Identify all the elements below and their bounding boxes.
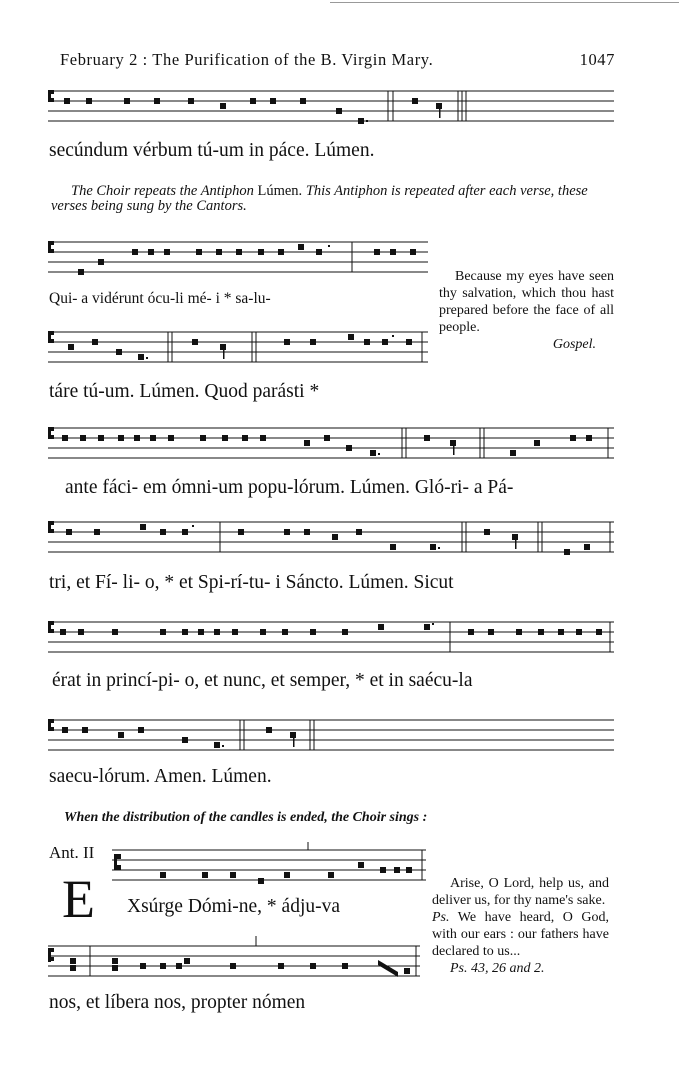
music-staff-7 <box>48 718 614 758</box>
side2-ref: Ps. 43, 26 and 2. <box>450 961 545 976</box>
music-staff-9 <box>48 944 420 984</box>
music-staff-5 <box>48 520 614 560</box>
header-date: February 2 : <box>60 50 148 69</box>
lyric-line-7: saecu-lórum. Amen. Lúmen. <box>49 766 272 787</box>
page-header <box>60 50 615 70</box>
music-staff-3 <box>48 330 428 370</box>
antiphon-label: Ant. II <box>49 843 95 862</box>
side2-ps-label: Ps. <box>432 910 450 925</box>
music-staff-8 <box>112 848 426 888</box>
lyric-line-8: Xsúrge Dómi-ne, * ádju-va <box>127 896 341 917</box>
staff-1-svg <box>48 89 614 129</box>
page-number: 1047 <box>579 50 615 69</box>
music-staff-6 <box>48 620 614 660</box>
translation-arise <box>432 875 609 977</box>
lyric-line-1: secúndum vérbum tú-um in páce. Lúmen. <box>49 140 375 161</box>
rubric1-b: Lúmen. <box>257 183 303 199</box>
lyric-line-2: Qui- a vidérunt ócu-li mé- i * sa-lu- <box>49 290 271 307</box>
music-staff-4 <box>48 426 614 466</box>
lyric-line-5: tri, et Fí- li- o, * et Spi-rí-tu- i Sáncto. Lúmen. Sicut <box>49 572 454 593</box>
rubric1-a: The Choir repeats the Antiphon <box>71 183 254 199</box>
side1-ref: Gospel. <box>552 337 596 352</box>
lyric-line-4: ante fáci- em ómni-um popu-lórum. Lúmen. Gló-ri- a Pá- <box>65 477 514 498</box>
translation-gospel <box>439 268 614 353</box>
lyric-line-9: nos, et líbera nos, propter nómen <box>49 992 306 1013</box>
header-title: The Purification of the B. Virgin Mary. <box>152 50 434 69</box>
side1-text: Because my eyes have seen thy salvation, which thou hast prepared before the face of all people. <box>439 269 614 335</box>
rubric-distribution-ended: When the distribution of the candles is ended, the Choir sings : <box>64 810 428 825</box>
rubric-choir-repeats <box>51 184 617 214</box>
top-rule <box>330 2 679 3</box>
rubric1-c: This Antiphon is repeated after each verse, these verses being sung by the Cantors. <box>51 183 588 214</box>
side2-text: Arise, O Lord, help us, and deliver us, for thy name's sake. <box>432 876 609 908</box>
antiphon-initial: E <box>62 869 95 929</box>
lyric-line-6: érat in princí-pi- o, et nunc, et semper, * et in saécu-la <box>52 670 473 691</box>
lyric-line-3: táre tú-um. Lúmen. Quod parásti * <box>49 381 320 402</box>
music-staff-2 <box>48 240 428 280</box>
side2-ps-text: We have heard, O God, with our ears : our fathers have declared to us... <box>432 910 610 959</box>
music-staff-1 <box>48 89 614 129</box>
